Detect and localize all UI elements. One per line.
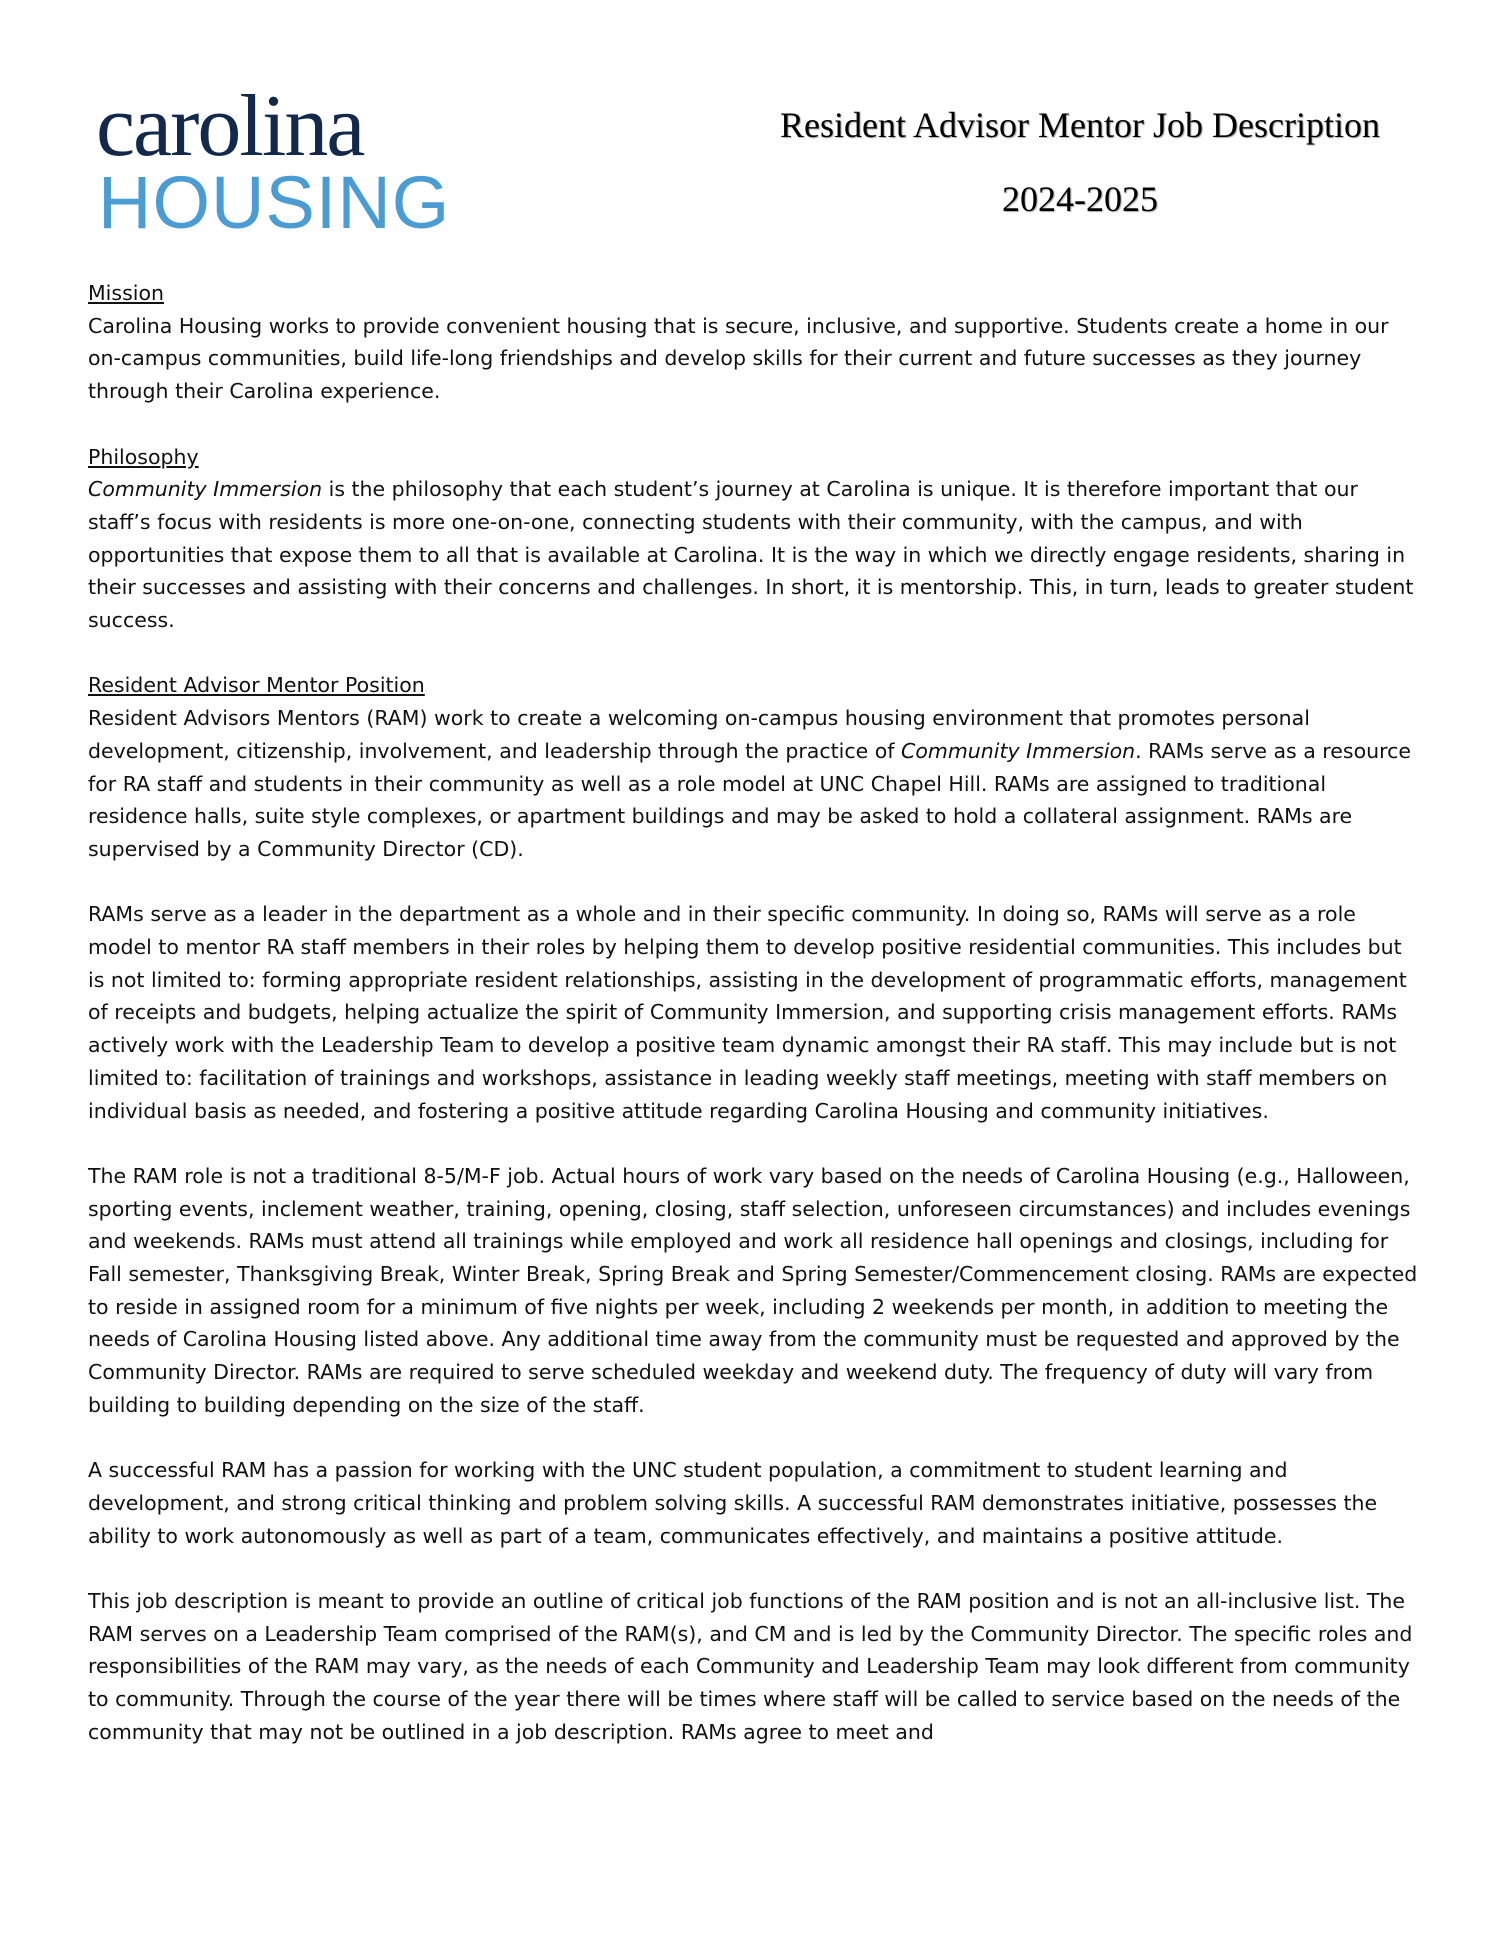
position-heading: Resident Advisor Mentor Position xyxy=(88,673,425,698)
logo-line-carolina: carolina xyxy=(96,78,364,175)
position-text-b: . RAMs serve as a resource for RA staff and students in their community as well as a role model at UNC Chapel Hill. RAMs are assigned to traditional residence halls, suite style complexes, or apartment buildings and may be asked to hold a collateral assignment. RAMs are supervised by a Community Director (CD). xyxy=(88,738,1411,861)
document-title: Resident Advisor Mentor Job Description xyxy=(780,105,1380,145)
paragraph-hours: The RAM role is not a traditional 8-5/M-F job. Actual hours of work vary based on the needs of Carolina Housing (e.g., Halloween, sporting events, inclement weather, training, opening, closing, staff selection, unforeseen circumstances) and includes evenings and weekends. RAMs must attend all trainings while employed and work all residence hall openings and closings, including for Fall semester, Thanksgiving Break, Winter Break, Spring Break and Spring Semester/Commencement closing. RAMs are expected to reside in assigned room for a minimum of five nights per week, including 2 weekends per month, in addition to meeting the needs of Carolina Housing listed above. Any additional time away from the community must be requested and approved by the Community Director. RAMs are required to serve scheduled weekday and weekend duty. The frequency of duty will vary from building to building depending on the size of the staff. xyxy=(88,1163,1418,1417)
philosophy-lead-italic: Community Immersion xyxy=(88,477,323,502)
paragraph-job-description-scope: This job description is meant to provide an outline of critical job functions of the RAM position and is not an all-inclusive list. The RAM serves on a Leadership Team comprised of the RAM(s), and CM and is led by the Community Director. The specific roles and responsibilities of the RAM may vary, as the needs of each Community and Leadership Team may look different from community to community. Through the course of the year there will be times where staff will be called to service based on the needs of the community that may not be outlined in a job description. RAMs agree to meet and xyxy=(88,1589,1413,1744)
logo-line-housing: HOUSING xyxy=(98,161,451,244)
mission-section xyxy=(88,277,1418,408)
paragraph-successful-ram: A successful RAM has a passion for working with the UNC student population, a commitment to student learning and development, and strong critical thinking and problem solving skills. A successful RAM demonstrates initiative, possesses the ability to work autonomously as well as part of a team, communicates effectively, and maintains a positive attitude. xyxy=(88,1458,1378,1548)
document-year: 2024-2025 xyxy=(1002,179,1158,219)
position-italic: Community Immersion xyxy=(901,738,1136,763)
mission-text: Carolina Housing works to provide convenient housing that is secure, inclusive, and supportive. Students create a home in our on-campus communities, build life-long friendships and develop skills for their current and future successes as they journey through their Carolina experience. xyxy=(88,313,1389,404)
paragraph-leadership: RAMs serve as a leader in the department as a whole and in their specific community. In doing so, RAMs will serve as a role model to mentor RA staff members in their roles by helping them to develop positive residential communities. This includes but is not limited to: forming appropriate resident relationships, assisting in the development of programmatic efforts, management of receipts and budgets, helping actualize the spirit of Community Immersion, and supporting crisis management efforts. RAMs actively work with the Leadership Team to develop a positive team dynamic amongst their RA staff. This may include but is not limited to: facilitation of trainings and workshops, assistance in leading weekly staff meetings, meeting with staff members on individual basis as needed, and fostering a positive attitude regarding Carolina Housing and community initiatives. xyxy=(88,902,1407,1123)
philosophy-section xyxy=(88,441,1418,637)
philosophy-text: is the philosophy that each student’s journey at Carolina is unique. It is therefore important that our staff’s focus with residents is more one-on-one, connecting students with their community, with the campus, and with opportunities that expose them to all that is available at Carolina. It is the way in which we directly engage residents, sharing in their successes and assisting with their concerns and challenges. In short, it is mentorship. This, in turn, leads to greater student success. xyxy=(88,477,1414,633)
document-body xyxy=(88,277,1418,1781)
mission-heading: Mission xyxy=(88,281,164,305)
philosophy-heading: Philosophy xyxy=(88,444,199,469)
position-text-a: Resident Advisors Mentors (RAM) work to create a welcoming on-campus housing environment that promotes personal development, citizenship, involvement, and leadership through the practice of xyxy=(88,706,1310,763)
carolina-housing-logo xyxy=(96,78,451,244)
position-section xyxy=(88,669,1418,865)
